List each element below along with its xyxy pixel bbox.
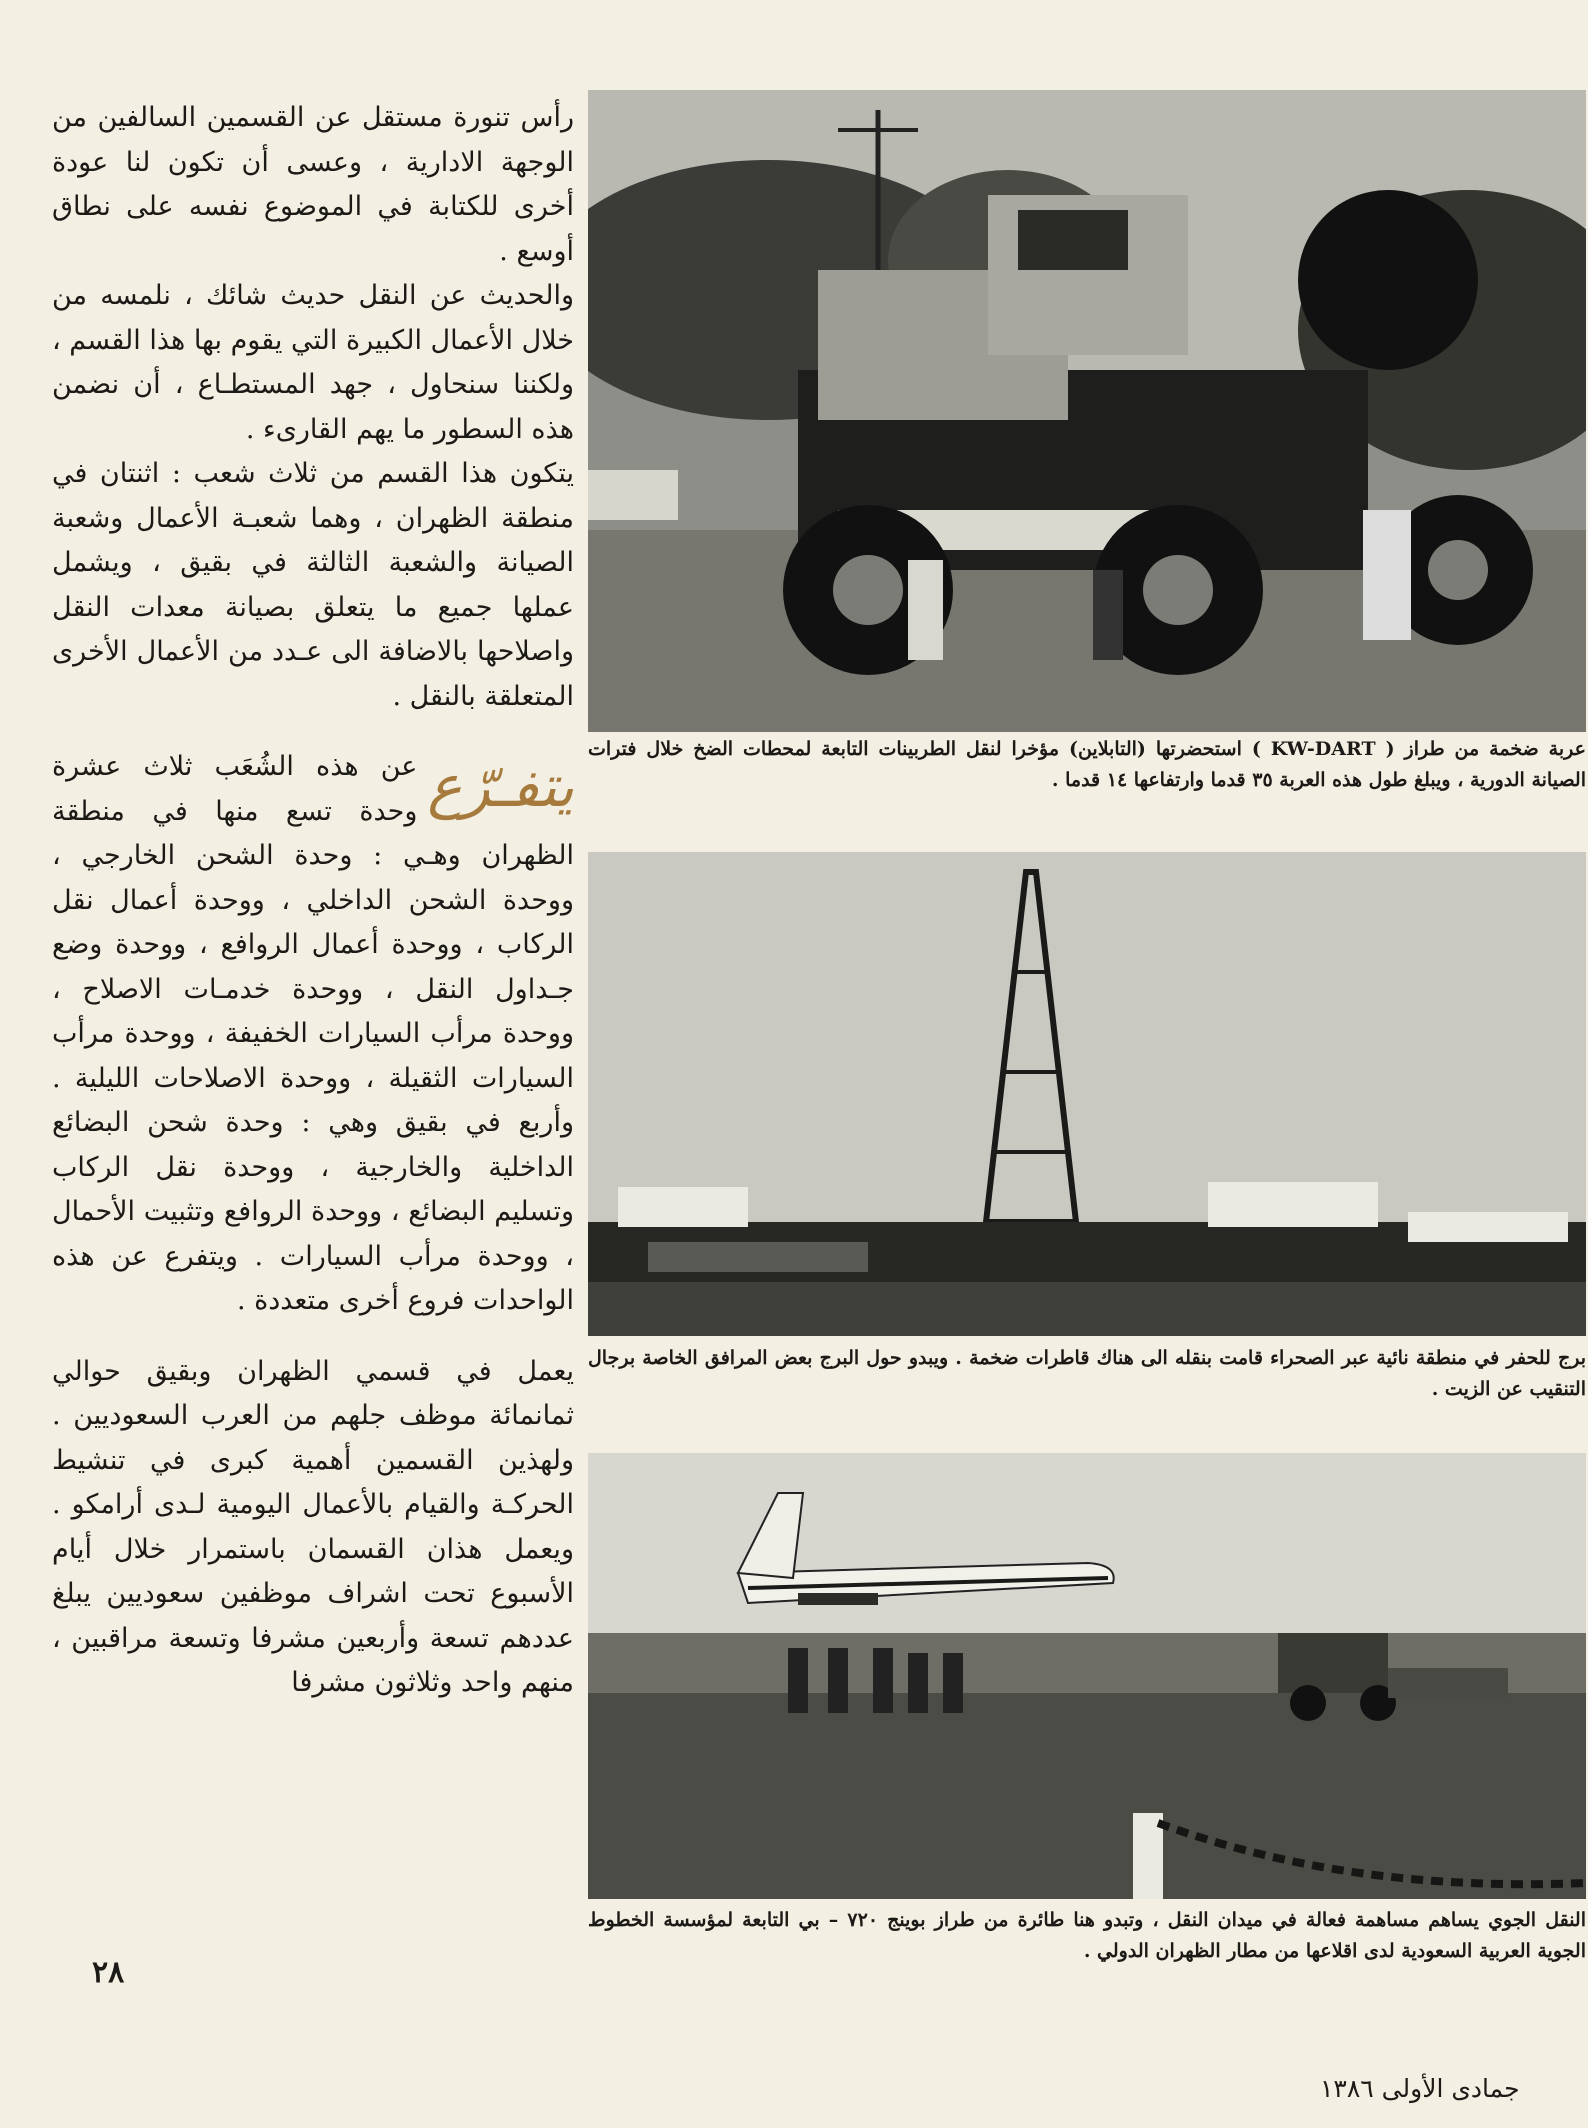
photo-caption-1: عربة ضخمة من طراز ( KW-DART ) استحضرتها (التابلاين) مؤخرا لنقل الطربينات التابعة لمحطات الضخ خلال فترات الصيانة الدورية ، ويبلغ طول هذه العربة ٣٥ قدما وارتفاعها ١٤ قدما .: [588, 738, 1586, 791]
paragraph-5: يعمل في قسمي الظهران وبقيق حوالي ثمانمائة موظف جلهم من العرب السعوديين . ولهذين القسمين أهمية كبرى في تنشيط الحركـة والقيام بالأعمال اليومية لـدى أرامكو . ويعمل هذان القسمان باستمرار خلال أيام الأسبوع تحت اشراف موظفين سعوديين يبلغ عددهم تسعة وأربعين مشرفا وتسعة مراقبين ، منهم واحد وثلاثون مشرفا: [52, 1355, 574, 1698]
photo-drilling-rig: [588, 852, 1586, 1336]
photo-caption-3: النقل الجوي يساهم مساهمة فعالة في ميدان النقل ، وتبدو هنا طائرة من طراز بوينج ٧٢٠ – بي التابعة لمؤسسة الخطوط الجوية العربية السعودية لدى اقلاعها من مطار الظهران الدولي .: [588, 1909, 1587, 1962]
page-number: ٢٨: [92, 1955, 125, 1990]
truck-photo-illustration: [588, 90, 1586, 732]
paragraph-2: والحديث عن النقل حديث شائك ، نلمسه من خلال الأعمال الكبيرة التي يقوم بها هذا القسم ، ولكننا سنحاول ، جهد المستطـاع ، أن نضمن هذه السطور ما يهم القارىء .: [52, 280, 574, 445]
paragraph-4: [52, 745, 574, 1324]
article-body: [52, 96, 574, 1706]
airplane-photo-illustration: [588, 1453, 1586, 1899]
decorative-drop-cap: يتفـرّع: [427, 752, 574, 820]
drilling-rig-photo-illustration: [588, 852, 1586, 1336]
paragraph-4-text: عن هذه الشُعَب ثلاث عشرة وحدة تسع منها في منطقة الظهران وهـي : وحدة الشحن الخارجي ، ووحدة الشحن الداخلي ، ووحدة أعمال نقل الركاب ، ووحدة أعمال الروافع ، ووحدة وضع جـداول النقل ، ووحدة خدمـات الاصلاح ، ووحدة مرأب السيارات الخفيفة ، ووحدة مرأب السيارات الثقيلة ، ووحدة الاصلاحات الليلية . وأربع في بقيق وهي : وحدة شحن البضائع الداخلية والخارجية ، ووحدة نقل الركاب وتسليم البضائع ، ووحدة الروافع وتثبيت الأحمال ، ووحدة مرأب السيارات . ويتفرع عن هذه الواحدات فروع أخرى متعددة .: [52, 751, 574, 1316]
photo-caption-2: برج للحفر في منطقة نائية عبر الصحراء قامت بنقله الى هناك قاطرات ضخمة . ويبدو حول البرج بعض المرافق الخاصة برجال التنقيب عن الزيت .: [588, 1347, 1586, 1400]
paragraph-3: يتكون هذا القسم من ثلاث شعب : اثنتان في منطقة الظهران ، وهما شعبـة الأعمال وشعبة الصيانة والشعبة الثالثة في بقيق ، ويشمل عملها جميع ما يتعلق بصيانة معدات النقل واصلاحها بالاضافة الى عـدد من الأعمال الأخرى المتعلقة بالنقل .: [52, 458, 574, 712]
issue-date: جمادى الأولى ١٣٨٦: [1320, 2074, 1520, 2103]
photo-kw-dart-truck: [588, 90, 1586, 732]
photo-boeing-720b: [588, 1453, 1586, 1899]
paragraph-1: رأس تنورة مستقل عن القسمين السالفين من الوجهة الادارية ، وعسى أن تكون لنا عودة أخرى للكتابة في الموضوع نفسه على نطاق أوسع .: [52, 102, 574, 267]
